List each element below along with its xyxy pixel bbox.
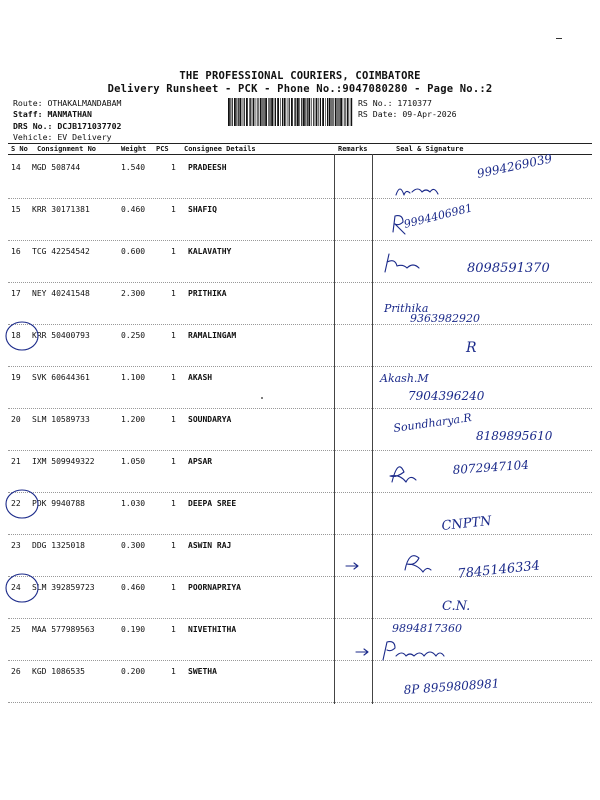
note-22: CNPTN — [440, 513, 493, 534]
row-consignment: DDG 1325018 — [32, 541, 85, 550]
barcode-bar — [294, 98, 295, 126]
row-sno: 14 — [11, 163, 21, 172]
table-row — [8, 578, 592, 620]
barcode-bar — [322, 98, 324, 126]
barcode-bar — [307, 98, 308, 126]
row-separator — [8, 324, 592, 325]
col-consignment: Consignment No — [37, 145, 97, 153]
row-weight: 1.200 — [121, 415, 146, 424]
row-separator — [8, 618, 592, 619]
barcode-bar — [316, 98, 318, 126]
row-consignee: PRADEESH — [188, 163, 227, 172]
row-consignee: POORNAPRIYA — [188, 583, 241, 592]
barcode-bar — [282, 98, 283, 126]
table-row — [8, 620, 592, 662]
row-weight: 0.460 — [121, 205, 146, 214]
row-pcs: 1 — [171, 247, 176, 256]
barcode-bar — [275, 98, 276, 126]
row-sno: 16 — [11, 247, 21, 256]
barcode-bar — [244, 98, 245, 126]
barcode-bar — [263, 98, 264, 126]
table-row — [8, 494, 592, 536]
row-weight: 1.050 — [121, 457, 146, 466]
barcode-bar — [305, 98, 306, 126]
vehicle-label: Vehicle: EV Delivery — [13, 132, 112, 142]
row-weight: 1.540 — [121, 163, 146, 172]
route-label: Route: OTHAKALMANDABAM — [13, 98, 122, 108]
company-title: THE PROFESSIONAL COURIERS, COIMBATORE — [179, 70, 421, 82]
table-row — [8, 410, 592, 452]
row-weight: 1.030 — [121, 499, 146, 508]
barcode-bar — [260, 98, 262, 126]
barcode-bar — [238, 98, 239, 126]
row-consignee: SHAFIQ — [188, 205, 217, 214]
row-sno: 25 — [11, 625, 21, 634]
col-signature: Seal & Signature — [396, 145, 464, 153]
phone-16: 8098591370 — [467, 261, 550, 276]
row-consignee: SWETHA — [188, 667, 217, 676]
header-rule-top — [8, 143, 592, 144]
row-sno: 19 — [11, 373, 21, 382]
row-consignee: PRITHIKA — [188, 289, 227, 298]
row-weight: 0.300 — [121, 541, 146, 550]
phone-23: 7845146334 — [456, 558, 541, 582]
barcode-bar — [303, 98, 305, 126]
row-pcs: 1 — [171, 583, 176, 592]
row-consignee: RAMALINGAM — [188, 331, 237, 340]
row-sno: 26 — [11, 667, 21, 676]
phone-21: 8072947104 — [452, 457, 530, 477]
barcode-bar — [249, 98, 250, 126]
barcode-bar — [289, 98, 290, 126]
col-remarks: Remarks — [338, 145, 368, 153]
col-sno: S No — [11, 145, 28, 153]
row-weight: 2.300 — [121, 289, 146, 298]
barcode-bar — [295, 98, 296, 126]
row-pcs: 1 — [171, 625, 176, 634]
barcode-bar — [329, 98, 331, 126]
table-row — [8, 158, 592, 200]
row-separator — [8, 534, 592, 535]
row-consignment: IXM 509949322 — [32, 457, 95, 466]
scan-mark — [556, 38, 562, 39]
row-weight: 0.600 — [121, 247, 146, 256]
table-row — [8, 242, 592, 284]
row-pcs: 1 — [171, 457, 176, 466]
barcode-bar — [265, 98, 267, 126]
barcode-bar — [287, 98, 288, 126]
row-pcs: 1 — [171, 667, 176, 676]
row-consignment: SVK 60644361 — [32, 373, 90, 382]
barcode-bar — [230, 98, 231, 126]
barcode-bar — [340, 98, 342, 126]
phone-20: 8189895610 — [476, 429, 553, 443]
barcode-bar — [228, 98, 230, 126]
barcode-bar — [344, 98, 345, 126]
barcode-bar — [308, 98, 310, 126]
row-separator — [8, 450, 592, 451]
col-pcs: PCS — [156, 145, 169, 153]
row-sno: 18 — [11, 331, 21, 340]
name-17: Prithika — [384, 302, 429, 315]
row-consignment: MGD 508744 — [32, 163, 81, 172]
table-row — [8, 536, 592, 578]
phone-25: 9894817360 — [392, 622, 462, 635]
row-pcs: 1 — [171, 499, 176, 508]
row-consignment: TCG 42254542 — [32, 247, 90, 256]
note-24: C.N. — [442, 599, 471, 614]
row-separator — [8, 282, 592, 283]
row-consignee: DEEPA SREE — [188, 499, 237, 508]
row-sno: 21 — [11, 457, 21, 466]
row-pcs: 1 — [171, 331, 176, 340]
barcode-bar — [297, 98, 299, 126]
barcode-bar — [331, 98, 332, 126]
row-consignee: APSAR — [188, 457, 213, 466]
barcode-bar — [318, 98, 319, 126]
barcode-bar — [299, 98, 300, 126]
phone-19: 7904396240 — [408, 389, 485, 403]
barcode-bar — [268, 98, 269, 126]
barcode-bar — [337, 98, 338, 126]
barcode-bar — [277, 98, 279, 126]
row-pcs: 1 — [171, 373, 176, 382]
barcode-bar — [250, 98, 251, 126]
row-pcs: 1 — [171, 541, 176, 550]
row-consignment: KRR 30171381 — [32, 205, 90, 214]
row-weight: 0.200 — [121, 667, 146, 676]
row-consignee: SOUNDARYA — [188, 415, 232, 424]
row-consignment: KGD 1086535 — [32, 667, 85, 676]
barcode-bar — [284, 98, 286, 126]
rs-number: RS No.: 1710377 — [358, 98, 432, 108]
row-pcs: 1 — [171, 415, 176, 424]
row-separator — [8, 366, 592, 367]
barcode-bar — [350, 98, 351, 126]
mark-18: R — [466, 340, 477, 356]
barcode-bar — [246, 98, 248, 126]
table-row — [8, 200, 592, 242]
row-consignee: KALAVATHY — [188, 247, 232, 256]
barcode — [228, 98, 354, 126]
drs-number: DRS No.: DCJB171037702 — [13, 121, 122, 131]
barcode-bar — [332, 98, 333, 126]
row-consignee: AKASH — [188, 373, 213, 382]
staff-label: Staff: MANMATHAN — [13, 109, 92, 119]
row-sno: 20 — [11, 415, 21, 424]
barcode-bar — [311, 98, 312, 126]
name-19: Akash.M — [380, 372, 429, 385]
barcode-bar — [242, 98, 243, 126]
table-row — [8, 326, 592, 368]
row-pcs: 1 — [171, 163, 176, 172]
row-consignment: MAA 577989563 — [32, 625, 95, 634]
row-consignment: PDK 9940788 — [32, 499, 85, 508]
row-separator — [8, 240, 592, 241]
row-sno: 23 — [11, 541, 21, 550]
table-row — [8, 452, 592, 494]
barcode-bar — [291, 98, 293, 126]
row-pcs: 1 — [171, 205, 176, 214]
row-sno: 22 — [11, 499, 21, 508]
row-sno: 24 — [11, 583, 21, 592]
row-weight: 0.250 — [121, 331, 146, 340]
row-separator — [8, 198, 592, 199]
row-pcs: 1 — [171, 289, 176, 298]
row-consignment: SLM 10589733 — [32, 415, 90, 424]
name-20: Soundharya.R — [392, 411, 473, 435]
row-weight: 0.460 — [121, 583, 146, 592]
runsheet-subtitle: Delivery Runsheet - PCK - Phone No.:9047080280 - Page No.:2 — [107, 83, 493, 95]
barcode-bar — [313, 98, 314, 126]
table-row — [8, 368, 592, 410]
row-sno: 15 — [11, 205, 21, 214]
row-consignment: NEY 40241548 — [32, 289, 90, 298]
table-row — [8, 284, 592, 326]
barcode-bar — [271, 98, 273, 126]
barcode-bar — [256, 98, 257, 126]
rs-date: RS Date: 09-Apr-2026 — [358, 109, 457, 119]
row-separator — [8, 660, 592, 661]
barcode-bar — [257, 98, 258, 126]
phone-14: 9994269039 — [475, 151, 554, 181]
col-weight: Weight — [121, 145, 147, 153]
row-sno: 17 — [11, 289, 21, 298]
table-row — [8, 662, 592, 704]
row-consignment: SLM 392859723 — [32, 583, 95, 592]
barcode-bar — [325, 98, 326, 126]
phone-15: 9994406981 — [402, 201, 474, 231]
barcode-bar — [301, 98, 302, 126]
barcode-bar — [262, 98, 263, 126]
col-consignee: Consignee Details — [184, 145, 256, 153]
row-separator — [8, 492, 592, 493]
barcode-bar — [239, 98, 241, 126]
barcode-bar — [335, 98, 337, 126]
barcode-bar — [343, 98, 344, 126]
barcode-bar — [234, 98, 236, 126]
row-separator — [8, 408, 592, 409]
barcode-bar — [280, 98, 281, 126]
barcode-bar — [253, 98, 255, 126]
row-consignee: ASWIN RAJ — [188, 541, 232, 550]
row-separator — [8, 702, 592, 703]
barcode-bar — [320, 98, 321, 126]
barcode-bar — [347, 98, 349, 126]
row-weight: 0.190 — [121, 625, 146, 634]
barcode-bar — [236, 98, 237, 126]
row-weight: 1.100 — [121, 373, 146, 382]
barcode-bar — [274, 98, 275, 126]
barcode-bar — [232, 98, 233, 126]
phone-26: 8P 8959808981 — [403, 676, 500, 697]
row-separator — [8, 576, 592, 577]
barcode-bar — [338, 98, 339, 126]
header-rule-bottom — [8, 154, 592, 155]
barcode-bar — [351, 98, 352, 126]
row-consignment: KRR 50400793 — [32, 331, 90, 340]
barcode-bar — [327, 98, 328, 126]
phone-17: 9363982920 — [410, 312, 480, 325]
barcode-bar — [269, 98, 270, 126]
row-consignee: NIVETHITHA — [188, 625, 237, 634]
